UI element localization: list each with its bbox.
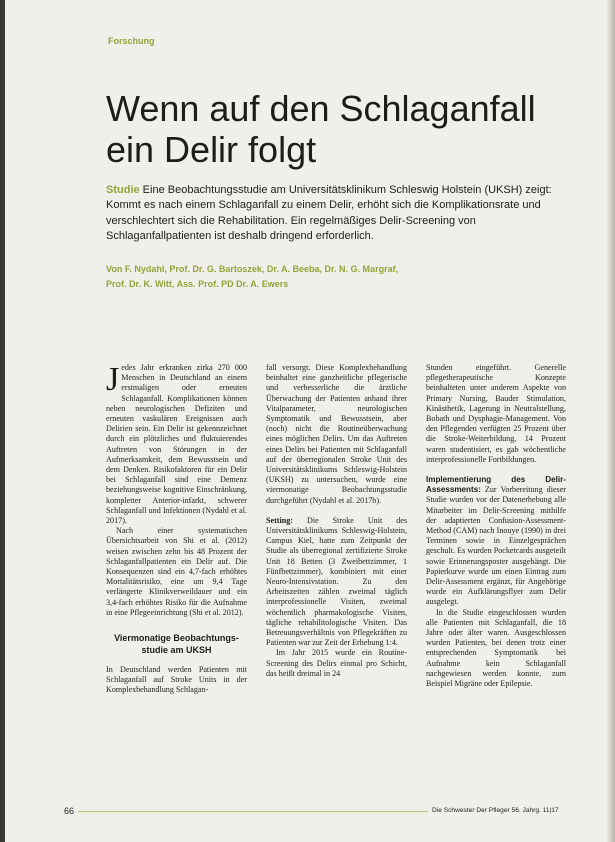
body-paragraph: fall versorgt. Diese Komplexbehandlung beinhaltet eine ganzheitliche pflegerische und verbesserliche die ärztliche Überwachung der Patienten anhand ihrer Vitalparameter, neurologischen Symptomatik und Bewusstsein, aber (noch) nicht die Routineüberwachung eines möglichen Delirs. Um das Auftreten eines Delirs bei Patienten mit Schlaganfall auf der überregionalen Stroke Unit des Universitätsklinikums Schleswig-Holstein (UKSH) zu untersuchen, wurde eine viermonatige Beobachtungsstudie durchgeführt (Nydahl et al. 2017b). — [266, 363, 407, 505]
author-byline — [106, 262, 546, 291]
body-paragraph: In Deutschland werden Patienten mit Schlaganfall auf Stroke Units in der Komplexbehandlung Schlagan- — [106, 665, 247, 695]
page-number: 66 — [64, 806, 75, 816]
section-label: Forschung — [108, 36, 155, 46]
lead-paragraph — [106, 183, 574, 244]
lead-keyword: Studie — [106, 184, 140, 196]
subheading-line-1: Viermonatige Beobachtungs- — [114, 633, 239, 644]
author-line-1: Von F. Nydahl, Prof. Dr. G. Bartoszek, Dr. A. Beeba, Dr. N. G. Margraf, — [106, 264, 399, 274]
journal-citation: Die Schwester Der Pfleger 56. Jahrg. 11|17 — [432, 807, 559, 814]
setting-runin-heading: Setting: — [266, 515, 293, 525]
footer-rule — [78, 811, 428, 812]
body-paragraph: In die Studie eingeschlossen wurden alle Patienten mit Schlaganfall, die 18 Jahre oder älter waren. Ausgeschlossen wurden Patienten, bei denen trotz einer entsprechenden Symptomatik bei Aufnahme kein Schlaganfall nachgewiesen werden konnte, zum Beispiel Migräne oder Epilepsie. — [426, 607, 566, 689]
implementation-text: Zur Vorbereitung dieser Studie wurden vor der Datenerhebung alle Mitarbeiter im Delir-Screening mithilfe der adaptierten Confusion-Assessment-Method (CAM) nach Inouye (1990) in drei Terminen sowie in Einzelgesprächen geschult. Es wurden Pocketcards ausgeteilt sowie Erinnerungsposter ausgehängt. Die Papierkurve wurde um einen Eintrag zum Delir-Assessment ergänzt, für Angehörige wurde ein Aufklärungsflyer zum Delir ausgelegt. — [426, 485, 566, 607]
setting-paragraph — [266, 516, 407, 649]
lead-text: Eine Beobachtungsstudie am Universitätsklinikum Schleswig Holstein (UKSH) zeigt: Kommt es nach einem Schlaganfall zu einem Delir, erhöht sich die Komplikationsrate und verschlechtert sich die Rehabilitation. Ein regelmäßiges Delir-Screening von Schlaganfallpatienten ist deshalb dringend erforderlich. — [106, 184, 552, 242]
article-title — [106, 88, 576, 170]
implementation-heading: Implementierung des Delir-Assessments: — [426, 475, 566, 495]
text-column-1 — [106, 363, 247, 696]
intro-paragraph — [106, 363, 247, 526]
title-line-2: ein Delir folgt — [106, 129, 317, 170]
subheading-line-2: studie am UKSH — [141, 645, 212, 656]
author-line-2: Prof. Dr. K. Witt, Ass. Prof. PD Dr. A. Ewers — [106, 278, 289, 289]
page-shadow-edge — [606, 0, 615, 842]
section-subheading — [106, 632, 247, 656]
title-line-1: Wenn auf den Schlaganfall — [106, 88, 536, 129]
text-column-2 — [266, 363, 407, 679]
body-paragraph: Stunden eingeführt. Generelle pflegetherapeutische Konzepte beinhalteten unter anderem Aspekte von Primary Nursing, Bauder Stimulation, Kinästhetik, Lagerung in Neutralstellung, Bobath und Dysphagie-Management. Von den Pflegenden verfügten 25 Prozent über die Stroke-Weiterbildung, 14 Prozent waren studentisiert, es gab wöchentliche interprofessionelle Fortbildungen. — [426, 363, 566, 464]
drop-cap: J — [106, 361, 120, 398]
body-paragraph: Nach einer systematischen Übersichtsarbeit von Shi et al. (2012) weisen zwischen zehn bis 48 Prozent der Schlaganfallpatienten ein Delir auf. Die Konsequenzen sind ein 4,7-fach erhöhtes Mortalitätsrisiko, eine um 9,4 Tage verlängerte Klinikverweildauer und ein 3,4-fach erhöhtes Risiko für die Aufnahme in eine Pflegeeinrichtung (Shi et al. 2012). — [106, 526, 247, 617]
text-column-3 — [426, 363, 566, 689]
body-paragraph: Im Jahr 2015 wurde ein Routine-Screening des Delirs einmal pro Schicht, das heißt dreimal in 24 — [266, 648, 407, 678]
page-binding-edge — [0, 0, 5, 842]
intro-text: edes Jahr erkranken zirka 270 000 Menschen in Deutschland an einem erstmaligen oder erneuten Schlaganfall. Komplikationen können neben neurologischen Defiziten und erneuten vaskulären Ereignissen auch Delirien sein. Ein Delir ist gekennzeichnet durch ein plötzliches und fluktuierendes Auftreten von Störungen in der Aufmerksamkeit, dem Bewusstsein und dem Denken. Risikofaktoren für ein Delir bei Schlaganfall sind eine Demenz beziehungsweise kognitive Einschränkung, kompletter Anterior-infarkt, schwerer Schlaganfall und Infektionen (Nydahl et al. 2017). — [106, 363, 247, 526]
implementation-paragraph — [426, 475, 566, 608]
setting-text: Die Stroke Unit des Universitätsklinikums Schleswig-Holstein, Campus Kiel, hatte zum Zeitpunkt der Studie als überregional zertifizierte Stroke Unit 18 Betten (3 Zweibettzimmer, 1 Fünfbettzimmer), kombiniert mit einer Neuro-Intensivstation. Zu den Arbeitszeiten zählen zweimal täglich interprofessionelle Visiten, zweimal wöchentlich pharmakologische Visiten, tägliche rehabilitologische Visiten. Das Betreuungsverhältnis von Pflegekräften zu Patienten war zur Zeit der Erhebung 1:4. — [266, 515, 407, 648]
